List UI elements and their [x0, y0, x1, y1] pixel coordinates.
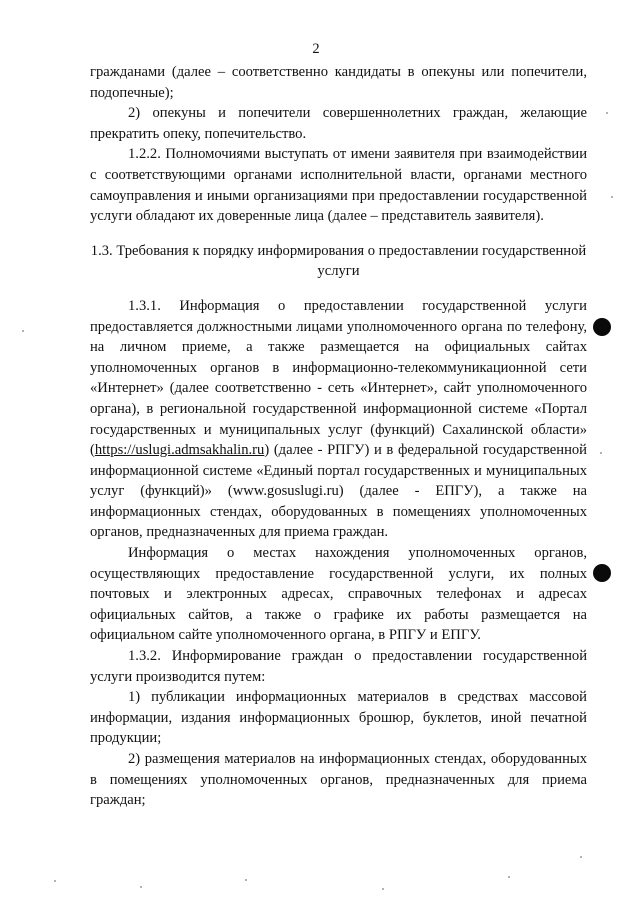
paragraph-guardians: 2) опекуны и попечители совершеннолетних граждан, желающие прекратить опеку, попечительство. — [90, 105, 587, 142]
section-heading-1-3: 1.3. Требования к порядку информирования о предоставлении государственной услуги — [90, 242, 587, 280]
paragraph-1-2-2: 1.2.2. Полномочиями выступать от имени заявителя при взаимодействии с соответствующими органами исполнительной власти, органами местного самоуправления и иными организациями при предоставлении государственной услуги обладают их доверенные лица (далее – представитель заявителя). — [90, 146, 587, 225]
list-item-publications: 1) публикации информационных материалов в средствах массовой информации, издания информационных брошюр, буклетов, иной печатной продукции; — [90, 689, 587, 747]
scan-speck — [606, 112, 608, 114]
paragraph-1-3-2: 1.3.2. Информирование граждан о предоставлении государственной услуги производится путем: — [90, 648, 587, 685]
scan-speck — [611, 196, 613, 198]
scan-speck — [140, 886, 142, 888]
scan-speck — [508, 876, 510, 878]
paragraph-1-3-1-text-start: 1.3.1. Информация о предоставлении государственной услуги предоставляется должностными лицами уполномоченного органа по телефону, на личном приеме, а также размещается на официальных сайтах уполномоченных органов в информационно-телекоммуникационной сети «Интернет» (далее соответственно - сеть «Интернет», сайт уполномоченного органа), в региональной государственной информационной системе «Портал государственных и муниципальных услуг (функций) Сахалинской области» ( — [90, 297, 587, 459]
scan-speck — [600, 452, 602, 454]
paragraph-locations-info: Информация о местах нахождения уполномоченных органов, осуществляющих предоставление государственной услуги, их полных почтовых и электронных адресах, справочных телефонах и адресах официальных сайтов, а также о графике их работы размещается на официальном сайте уполномоченного органа, в РПГУ и ЕПГУ. — [90, 545, 587, 644]
rpgu-link[interactable]: https://uslugi.admsakhalin.ru — [94, 442, 265, 459]
scan-speck — [382, 888, 384, 890]
list-item-stands: 2) размещения материалов на информационных стендах, оборудованных в помещениях уполномоченных органов, предназначенных для приема граждан; — [90, 751, 587, 809]
paragraph-applicants-continued: гражданами (далее – соответственно кандидаты в опекуны или попечители, подопечные); — [90, 64, 587, 101]
scan-speck — [580, 856, 582, 858]
document-body — [90, 62, 587, 811]
paragraph-1-3-1-text-end: ) (далее - РПГУ) и в федеральной государственной информационной системе «Единый портал государственных и муниципальных услуг (функций)» (www.gosuslugi.ru) (далее - ЕПГУ), а также на информационных стендах, оборудованных в помещениях уполномоченных органов, предназначенных для приема граждан. — [90, 442, 587, 541]
scan-speck — [22, 330, 24, 332]
scan-speck — [54, 880, 56, 882]
scan-speck — [245, 879, 247, 881]
punch-hole-mark — [593, 564, 611, 582]
punch-hole-mark — [593, 318, 611, 336]
paragraph-1-3-1 — [90, 296, 587, 543]
page-number: 2 — [312, 41, 320, 57]
